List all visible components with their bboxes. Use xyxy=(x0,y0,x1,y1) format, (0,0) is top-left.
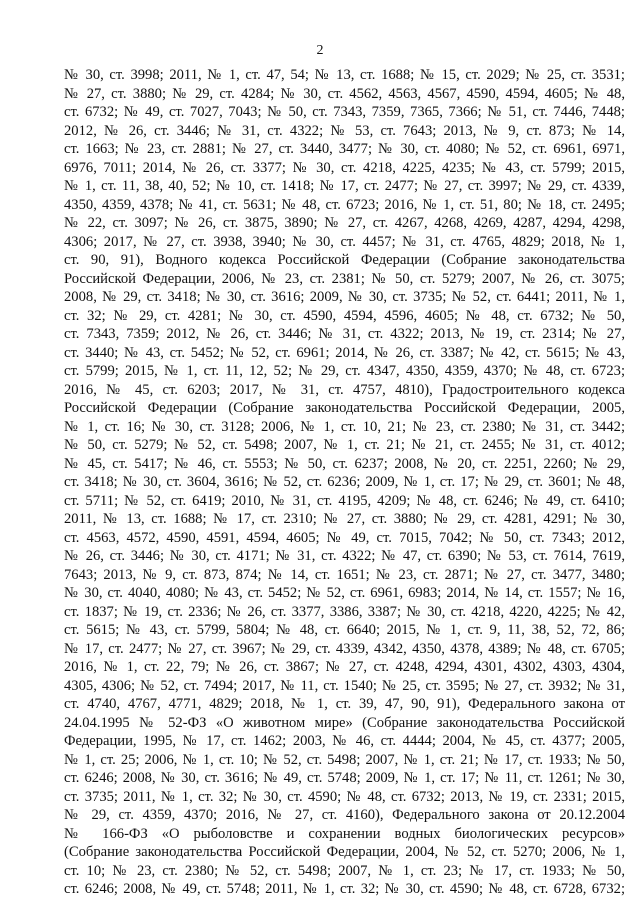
text-line: № 26, ст. 3446; № 30, ст. 4171; № 31, ст. 4322; № 47, ст. 6390; № 53, ст. 7614, 7619, xyxy=(64,548,625,564)
text-line: 2016, № 1, ст. 22, 79; № 26, ст. 3867; № 27, ст. 4248, 4294, 4301, 4302, 4303, 4304, xyxy=(64,659,625,675)
text-line: ст. 5615; № 43, ст. 5799, 5804; № 48, ст. 6640; 2015, № 1, ст. 9, 11, 38, 52, 72, 86; xyxy=(64,622,625,638)
text-line: 2008, № 29, ст. 3418; № 30, ст. 3616; 2009, № 30, ст. 3735; № 52, ст. 6441; 2011, № 1, xyxy=(64,289,625,305)
text-line: ст. 90, 91), Водного кодекса Российской Федерации (Собрание законодательства xyxy=(64,252,625,268)
text-line: (Собрание законодательства Российской Федерации, 2004, № 52, ст. 5270; 2006, № 1, xyxy=(64,844,625,860)
text-line: ст. 6246; 2008, № 49, ст. 5748; 2011, № 1, ст. 32; № 30, ст. 4590; № 48, ст. 6728, 6732; xyxy=(64,881,625,897)
text-line: ст. 1663; № 23, ст. 2881; № 27, ст. 3440, 3477; № 30, ст. 4080; № 52, ст. 6961, 6971, xyxy=(64,141,625,157)
text-line: Федерации, 1995, № 17, ст. 1462; 2003, № 46, ст. 4444; 2004, № 45, ст. 4377; 2005, xyxy=(64,733,625,749)
text-line: ст. 4563, 4572, 4590, 4591, 4594, 4605; № 49, ст. 7015, 7042; № 50, ст. 7343; 2012, xyxy=(64,529,625,546)
text-line: ст. 3735; 2011, № 1, ст. 32; № 30, ст. 4590; № 48, ст. 6732; 2013, № 19, ст. 2331; 2015, xyxy=(64,788,625,805)
text-line: № 1, ст. 16; № 30, ст. 3128; 2006, № 1, ст. 10, 21; № 23, ст. 2380; № 31, ст. 3442; xyxy=(64,418,625,435)
text-line: 6976, 7011; 2014, № 26, ст. 3377; № 30, ст. 4218, 4225, 4235; № 43, ст. 5799; 2015, xyxy=(64,159,625,176)
text-line: 2016, № 45, ст. 6203; 2017, № 31, ст. 4757, 4810), Градостроительного кодекса xyxy=(64,381,625,398)
text-line: № 30, ст. 3998; 2011, № 1, ст. 47, 54; № 13, ст. 1688; № 15, ст. 2029; № 25, ст. 3531; xyxy=(64,67,625,83)
text-line: № 1, ст. 11, 38, 40, 52; № 10, ст. 1418; № 17, ст. 2477; № 27, ст. 3997; № 29, ст. 4339, xyxy=(64,178,625,194)
text-line: ст. 5799; 2015, № 1, ст. 11, 12, 52; № 29, ст. 4347, 4350, 4359, 4370; № 48, ст. 6723; xyxy=(64,363,625,379)
text-line: № 29, ст. 4359, 4370; 2016, № 27, ст. 4160), Федерального закона от 20.12.2004 xyxy=(64,807,625,823)
text-line: № 22, ст. 3097; № 26, ст. 3875, 3890; № 27, ст. 4267, 4268, 4269, 4287, 4294, 4298, xyxy=(64,215,625,231)
page-number: 2 xyxy=(316,43,324,58)
text-line: 4305, 4306; № 52, ст. 7494; 2017, № 11, ст. 1540; № 25, ст. 3595; № 27, ст. 3932; № 31, xyxy=(64,677,625,694)
text-line: № 30, ст. 4040, 4080; № 43, ст. 5452; № 52, ст. 6961, 6983; 2014, № 14, ст. 1557; № 16, xyxy=(64,585,625,601)
text-line: Российской Федерации (Собрание законодательства Российской Федерации, 2005, xyxy=(64,400,625,416)
text-line: № 50, ст. 5279; № 52, ст. 5498; 2007, № 1, ст. 21; № 21, ст. 2455; № 31, ст. 4012; xyxy=(64,437,625,453)
text-line: № 1, ст. 25; 2006, № 1, ст. 10; № 52, ст. 5498; 2007, № 1, ст. 21; № 17, ст. 1933; № 50, xyxy=(64,751,625,768)
text-line: ст. 10; № 23, ст. 2380; № 52, ст. 5498; 2007, № 1, ст. 23; № 17, ст. 1933; № 50, xyxy=(64,862,625,879)
text-line: ст. 6246; 2008, № 30, ст. 3616; № 49, ст. 5748; 2009, № 1, ст. 17; № 11, ст. 1261; № 30, xyxy=(64,770,625,786)
text-line: 7643; 2013, № 9, ст. 873, 874; № 14, ст. 1651; № 23, ст. 2871; № 27, ст. 3477, 3480; xyxy=(64,566,625,583)
text-line: ст. 3418; № 30, ст. 3604, 3616; № 52, ст. 6236; 2009, № 1, ст. 17; № 29, ст. 3601; № 48, xyxy=(64,474,625,490)
text-line: ст. 7343, 7359; 2012, № 26, ст. 3446; № 31, ст. 4322; 2013, № 19, ст. 2314; № 27, xyxy=(64,326,625,342)
text-line: 2011, № 13, ст. 1688; № 17, ст. 2310; № 27, ст. 3880; № 29, ст. 4281, 4291; № 30, xyxy=(64,511,625,527)
text-line: ст. 32; № 29, ст. 4281; № 30, ст. 4590, 4594, 4596, 4605; № 48, ст. 6732; № 50, xyxy=(64,307,625,324)
text-line: ст. 1837; № 19, ст. 2336; № 26, ст. 3377, 3386, 3387; № 30, ст. 4218, 4220, 4225; № 42, xyxy=(64,603,625,620)
text-line: № 166-ФЗ «О рыболовстве и сохранении водных биологических ресурсов» xyxy=(64,825,625,842)
text-line: ст. 3440; № 43, ст. 5452; № 52, ст. 6961; 2014, № 26, ст. 3387; № 42, ст. 5615; № 43, xyxy=(64,344,625,361)
text-line: 2012, № 26, ст. 3446; № 31, ст. 4322; № 53, ст. 7643; 2013, № 9, ст. 873; № 14, xyxy=(64,122,625,139)
text-line: Российской Федерации, 2006, № 23, ст. 2381; № 50, ст. 5279; 2007, № 26, ст. 3075; xyxy=(64,270,625,287)
text-line: № 45, ст. 5417; № 46, ст. 5553; № 50, ст. 6237; 2008, № 20, ст. 2251, 2260; № 29, xyxy=(64,455,625,472)
text-line: № 27, ст. 3880; № 29, ст. 4284; № 30, ст. 4562, 4563, 4567, 4590, 4594, 4605; № 48, xyxy=(64,85,625,102)
text-line: 4350, 4359, 4378; № 41, ст. 5631; № 48, ст. 6723; 2016, № 1, ст. 51, 80; № 18, ст. 2495; xyxy=(64,196,625,213)
text-line: 4306; 2017, № 27, ст. 3938, 3940; № 30, ст. 4457; № 31, ст. 4765, 4829; 2018, № 1, xyxy=(64,233,625,250)
text-line: 24.04.1995 № 52-ФЗ «О животном мире» (Собрание законодательства Российской xyxy=(64,714,625,731)
text-line: ст. 6732; № 49, ст. 7027, 7043; № 50, ст. 7343, 7359, 7365, 7366; № 51, ст. 7446, 7448; xyxy=(64,104,625,120)
text-line: ст. 5711; № 52, ст. 6419; 2010, № 31, ст. 4195, 4209; № 48, ст. 6246; № 49, ст. 6410; xyxy=(64,492,625,509)
text-line: № 17, ст. 2477; № 27, ст. 3967; № 29, ст. 4339, 4342, 4350, 4378, 4389; № 48, ст. 6705; xyxy=(64,640,625,657)
body-text xyxy=(64,66,625,899)
text-line: ст. 4740, 4767, 4771, 4829; 2018, № 1, ст. 39, 47, 90, 91), Федерального закона от xyxy=(64,696,625,712)
